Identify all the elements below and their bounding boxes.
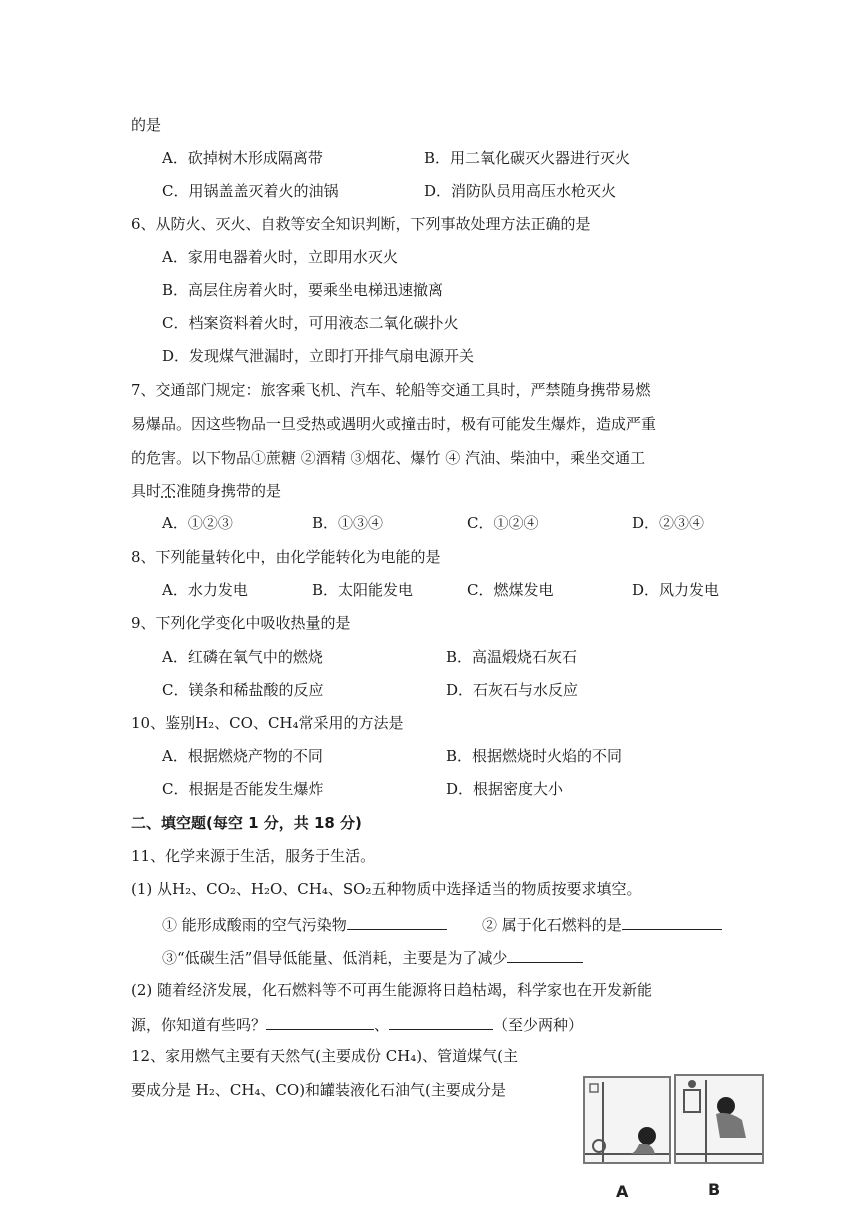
option-c: C．用锅盖盖灭着火的油锅 [162,182,339,200]
option-c: C．镁条和稀盐酸的反应 [162,681,324,699]
text-segment: 源，你知道有些吗？ [131,1016,267,1034]
question-8: 8、下列能量转化中，由化学能转化为电能的是 [131,548,441,566]
sub-question-1 [162,913,447,935]
figure-b-image [674,1074,764,1164]
emphasis-text: 不 [161,482,177,500]
section-heading: 二、填空题(每空 1 分，共 18 分) [131,814,362,832]
question-7-line-2: 易爆品。因这些物品一旦受热或遇明火或撞击时，极有可能发生爆炸，造成严重 [131,415,657,433]
option-a: A．水力发电 [162,581,248,599]
question-7-line-1: 7、交通部门规定：旅客乘飞机、汽车、轮船等交通工具时，严禁随身携带易燃 [131,381,651,399]
question-7-line-3: 的危害。以下物品①蔗糖 ②酒精 ③烟花、爆竹 ④ 汽油、柴油中，乘坐交通工 [131,449,646,467]
sub-question-3 [162,946,583,968]
figure-b-label: B [708,1180,721,1199]
answer-blank[interactable] [347,913,447,930]
text-segment: 准随身携带的是 [176,482,282,500]
answer-blank[interactable] [622,913,722,930]
figure-a-label: A [616,1182,629,1201]
option-d: D．风力发电 [632,581,720,599]
option-c: C．燃煤发电 [467,581,554,599]
person-near-floor-stove-illustration [585,1078,669,1162]
text-segment: 具时 [131,482,162,500]
option-c: C．根据是否能发生爆炸 [162,780,324,798]
sub-question-text: ③“低碳生活”倡导低能量、低消耗，主要是为了减少 [162,949,508,967]
sub-question-text: ② 属于化石燃料的是 [482,916,622,934]
text-segment: 、 [374,1016,390,1034]
option-a: A．根据燃烧产物的不同 [162,747,323,765]
text-line: 的是 [131,116,162,134]
sub-question-2 [482,913,722,935]
question-9: 9、下列化学变化中吸收热量的是 [131,614,351,632]
answer-blank[interactable] [389,1013,493,1030]
sub-question-text: ① 能形成酸雨的空气污染物 [162,916,347,934]
question-10: 10、鉴别H₂、CO、CH₄常采用的方法是 [131,714,404,732]
option-a: A．红磷在氧气中的燃烧 [162,648,323,666]
option-d: D．石灰石与水反应 [446,681,579,699]
question-11-part-2-line-2 [131,1013,583,1035]
question-6: 6、从防火、灭火、自救等安全知识判断，下列事故处理方法正确的是 [131,215,591,233]
option-d: D．消防队员用高压水枪灭火 [424,182,617,200]
answer-blank[interactable] [507,946,583,963]
option-c: C．①②④ [467,514,539,532]
option-a: A．砍掉树木形成隔离带 [162,149,323,167]
figure-a-image [583,1076,671,1164]
person-near-wall-gas-meter-illustration [676,1076,762,1162]
option-b: B．根据燃烧时火焰的不同 [446,747,623,765]
option-a: A．家用电器着火时，立即用水灭火 [162,248,398,266]
question-12-line-2: 要成分是 H₂、CH₄、CO)和罐装液化石油气(主要成分是 [131,1081,506,1099]
option-d: D．根据密度大小 [446,780,564,798]
question-12-line-1: 12、家用燃气主要有天然气(主要成份 CH₄)、管道煤气(主 [131,1047,518,1065]
option-b: B．高温煅烧石灰石 [446,648,578,666]
text-segment: （至少两种） [493,1016,584,1034]
answer-blank[interactable] [266,1013,374,1030]
question-7-line-4 [131,481,281,501]
option-c: C．档案资料着火时，可用液态二氧化碳扑火 [162,314,459,332]
option-b: B．用二氧化碳灭火器进行灭火 [424,149,631,167]
option-d: D．②③④ [632,514,705,532]
option-b: B．①③④ [312,514,384,532]
option-b: B．高层住房着火时，要乘坐电梯迅速撤离 [162,281,444,299]
option-a: A．①②③ [162,514,233,532]
option-b: B．太阳能发电 [312,581,414,599]
question-11: 11、化学来源于生活，服务于生活。 [131,847,376,865]
question-11-part-1: (1) 从H₂、CO₂、H₂O、CH₄、SO₂五种物质中选择适当的物质按要求填空。 [131,880,642,898]
question-11-part-2-line-1: (2) 随着经济发展，化石燃料等不可再生能源将日趋枯竭，科学家也在开发新能 [131,981,653,999]
option-d: D．发现煤气泄漏时，立即打开排气扇电源开关 [162,347,475,365]
